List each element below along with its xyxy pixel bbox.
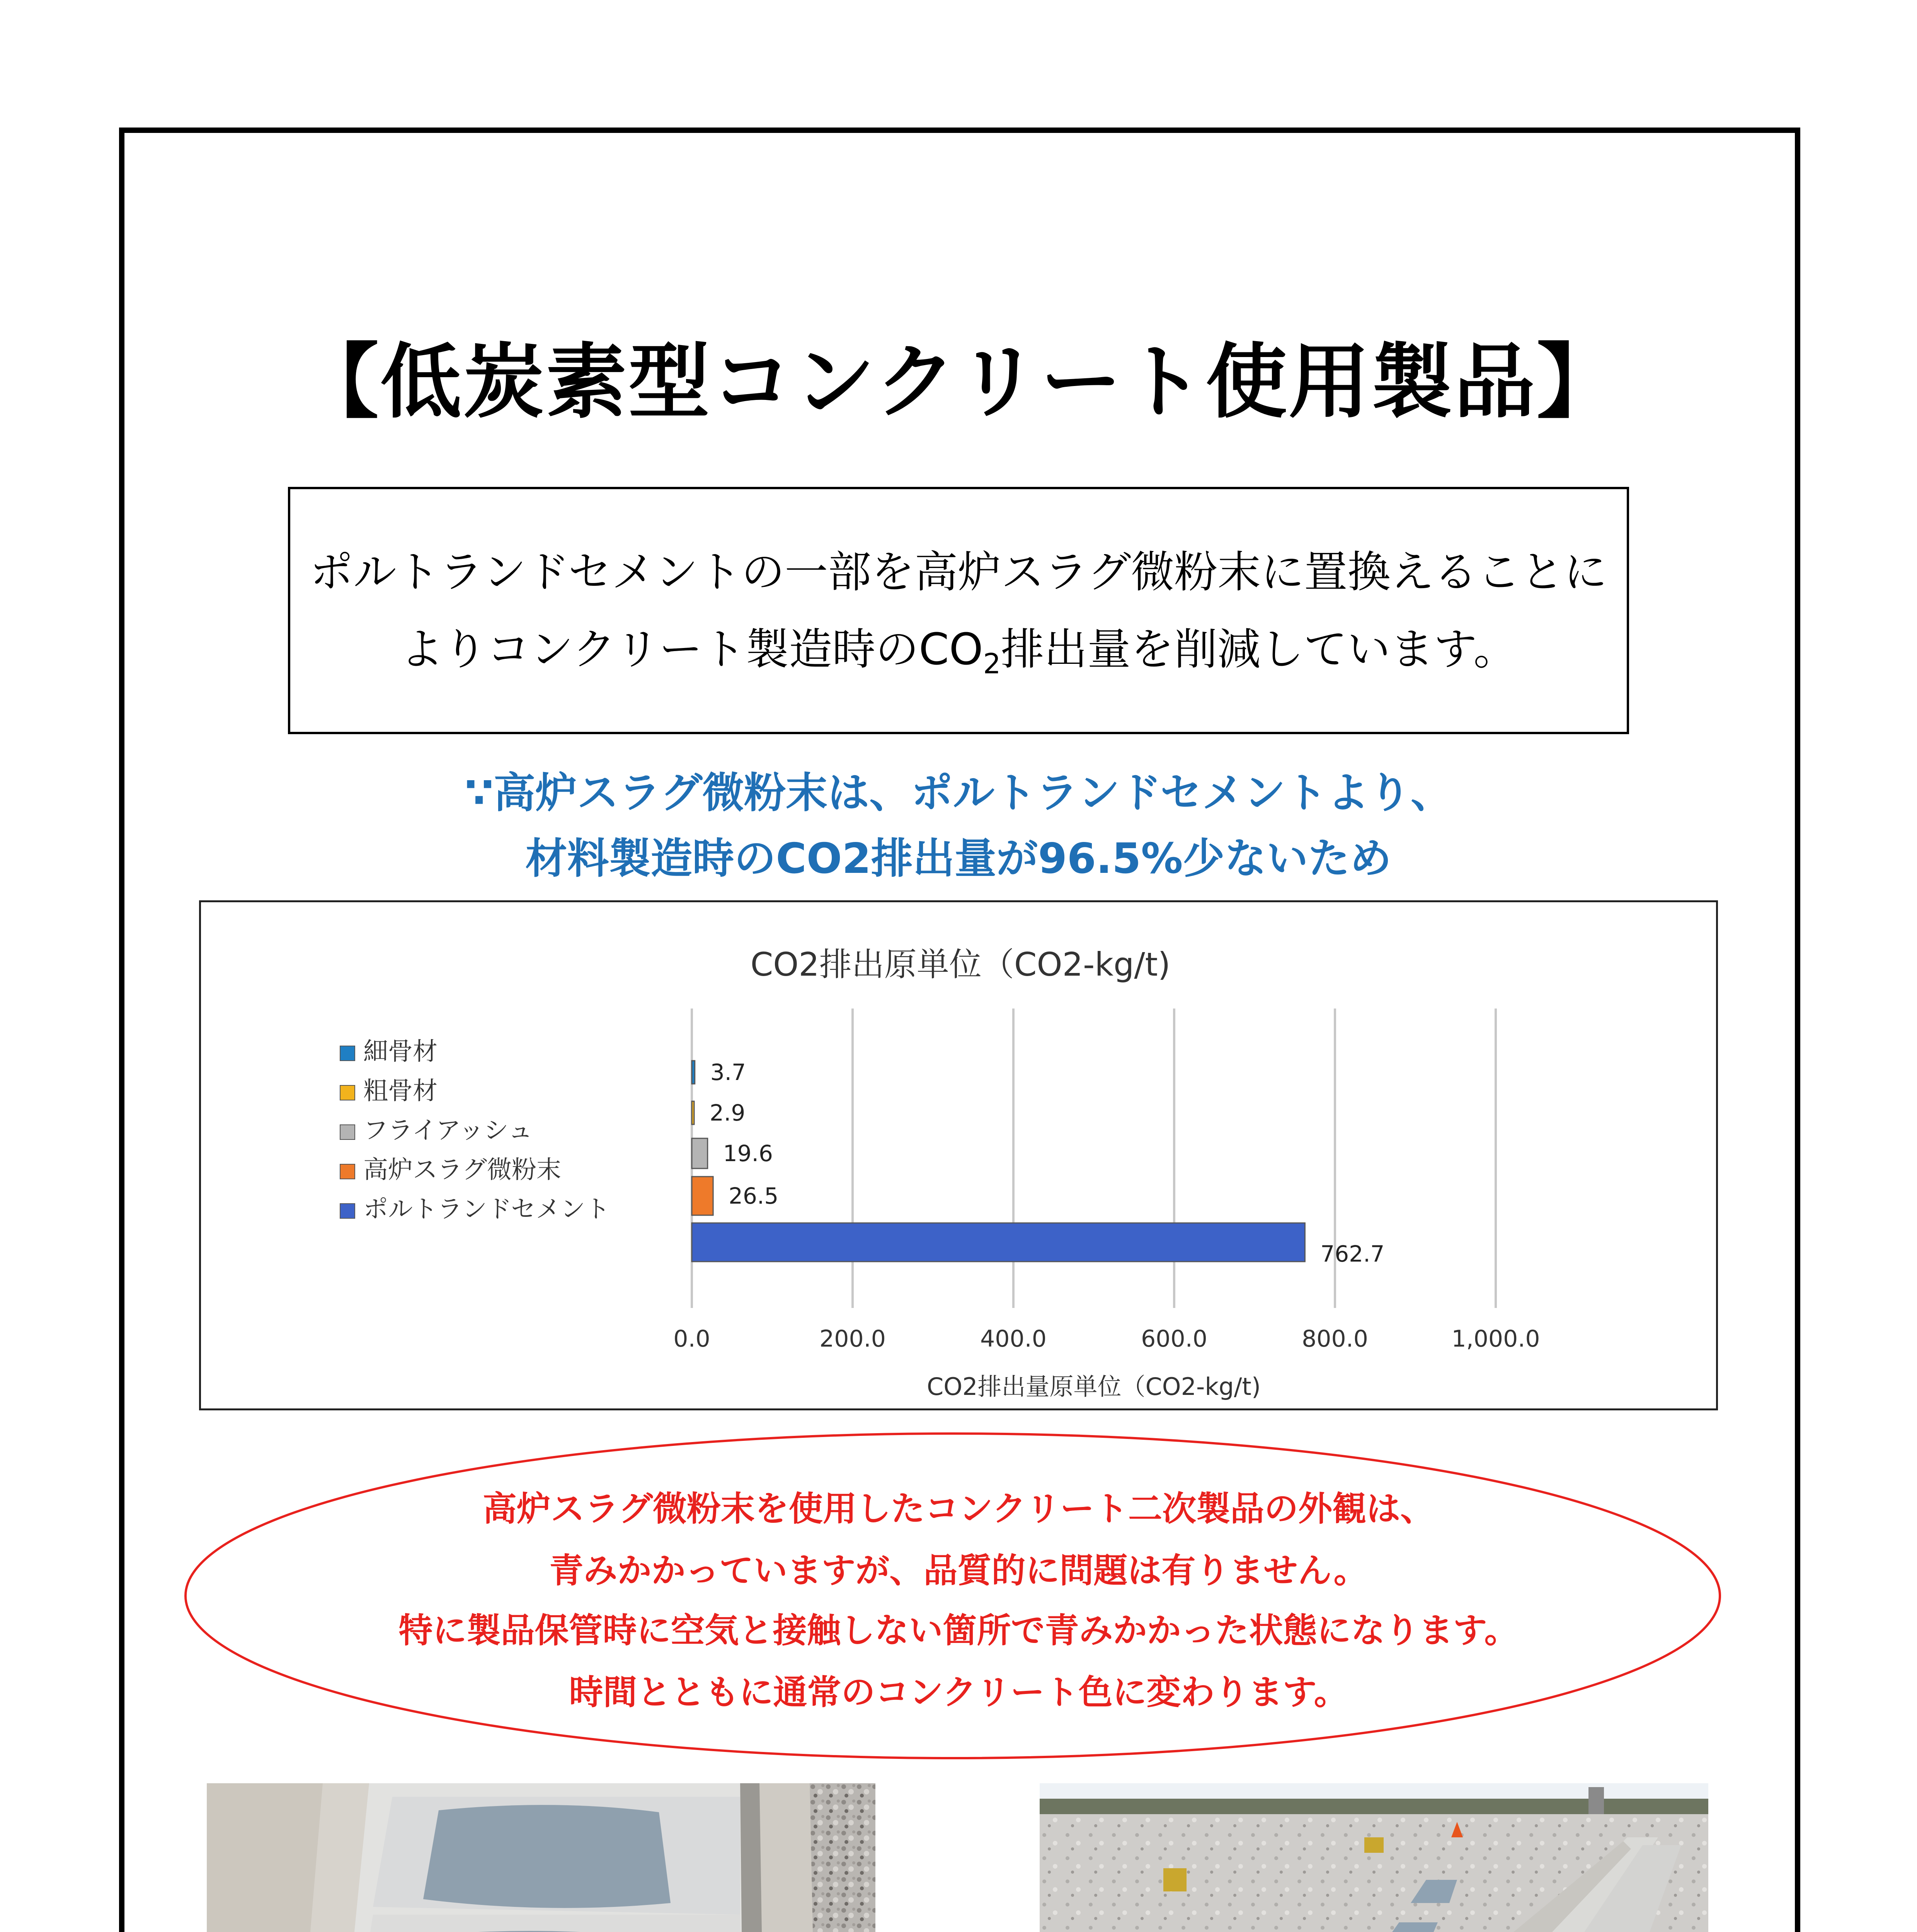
intro-line-1: ポルトランドセメントの一部を高炉スラグ微粉末に置換えることに <box>310 547 1607 597</box>
chart-data-label-1: 3.7 <box>710 1059 746 1085</box>
legend-swatch-1 <box>340 1046 355 1061</box>
note-line-1: 高炉スラグ微粉末を使用したコンクリート二次製品の外観は、 <box>482 1489 1435 1529</box>
reason-line-1: ∵高炉スラグ微粉末は、ポルトランドセメントより、 <box>465 769 1452 817</box>
chart-title: CO2排出原単位（CO2-kg/t) <box>750 946 1171 983</box>
reason-line-2: 材料製造時のCO2排出量が96.5%少ないため <box>525 835 1392 883</box>
chart-svg <box>201 902 1720 1412</box>
legend-swatch-4 <box>340 1164 355 1179</box>
chart-bar-3 <box>692 1138 708 1168</box>
legend-swatch-2 <box>340 1085 355 1100</box>
page-title: 【低炭素型コンクリート使用製品】 <box>298 335 1619 429</box>
chart-tick-label: 0.0 <box>673 1325 710 1352</box>
chart-tick-label: 1,000.0 <box>1451 1325 1540 1352</box>
chart-data-label-5: 762.7 <box>1320 1241 1385 1267</box>
chart-bar-2 <box>692 1101 694 1124</box>
chart-data-label-2: 2.9 <box>710 1100 746 1126</box>
chart-data-label-4: 26.5 <box>729 1183 779 1209</box>
chart-x-axis-label: CO2排出量原単位（CO2-kg/t) <box>926 1372 1261 1401</box>
intro-box <box>288 487 1629 734</box>
legend-label-4: 高炉スラグ微粉末 <box>363 1156 561 1184</box>
note-line-4: 時間とともに通常のコンクリート色に変わります。 <box>569 1672 1348 1712</box>
legend-swatch-3 <box>340 1125 355 1139</box>
intro-line-2-sub: 2 <box>983 647 1001 680</box>
legend-label-5: ポルトランドセメント <box>363 1195 610 1224</box>
photo-closeup-blue-tinted-covers <box>207 1783 875 1932</box>
chart-bar-5 <box>692 1223 1305 1262</box>
intro-line-2 <box>290 611 1627 702</box>
legend-label-3: フライアッシュ <box>363 1116 533 1145</box>
legend-label-1: 細骨材 <box>363 1037 438 1066</box>
photo-installed-gutter-row <box>1040 1783 1708 1932</box>
chart-bar-1 <box>692 1061 695 1084</box>
chart-tick-label: 600.0 <box>1141 1325 1207 1352</box>
chart-tick-label: 400.0 <box>980 1325 1047 1352</box>
legend-swatch-5 <box>340 1204 355 1218</box>
intro-line-2-pre: よりコンクリート製造時のCO <box>400 624 983 675</box>
chart-bar-4 <box>692 1177 713 1215</box>
chart-tick-label: 200.0 <box>819 1325 886 1352</box>
legend-label-2: 粗骨材 <box>363 1077 438 1105</box>
note-line-3: 特に製品保管時に空気と接触しない箇所で青みかかった状態になります。 <box>398 1611 1519 1650</box>
chart-data-label-3: 19.6 <box>723 1140 773 1167</box>
intro-line-2-post: 排出量を削減しています。 <box>1001 624 1517 675</box>
note-line-2: 青みかかっていますが、品質的に問題は有りません。 <box>549 1551 1368 1590</box>
co2-chart <box>199 900 1718 1410</box>
chart-tick-label: 800.0 <box>1302 1325 1368 1352</box>
